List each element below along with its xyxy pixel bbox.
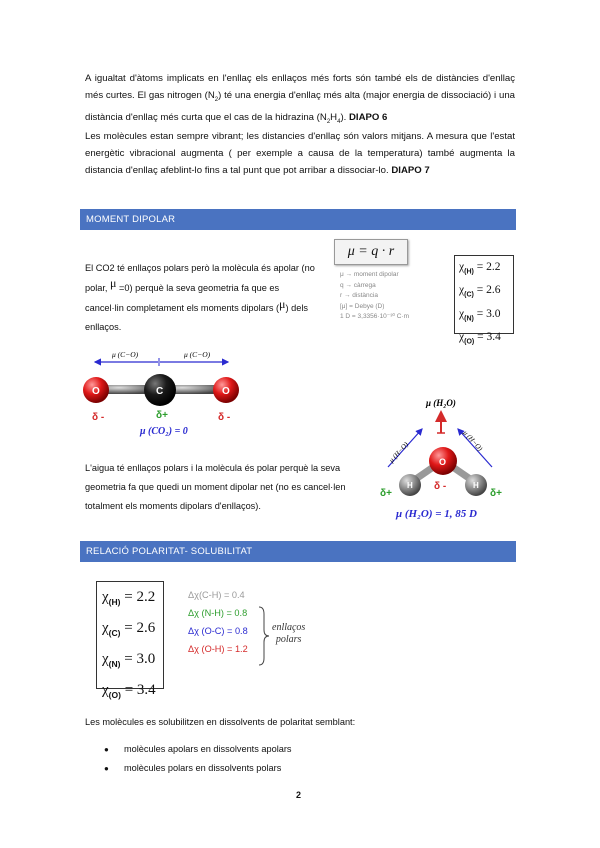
chi-row: $\chi_{(N)} = 3.0$ [102, 651, 156, 669]
intro-paragraph-2 [85, 128, 515, 179]
mu-symbol-1: μ [110, 276, 117, 290]
p1-sub-3: 4 [337, 118, 341, 125]
legend-line: μ → moment dipolar [340, 271, 399, 278]
co2-left-bond-label: μ (C−O) [112, 350, 139, 359]
h2o-h2-label: H [473, 481, 479, 490]
mu-symbol-2: μ [279, 297, 286, 311]
legend-line: [μ] = Debye (D) [340, 302, 385, 310]
p1-text-d: ). [340, 111, 349, 123]
legend-line: r → distància [340, 292, 378, 299]
p1-text-c: H [330, 111, 338, 123]
chi-row: $\chi_{(C)} = 2.6$ [459, 284, 501, 299]
chi-row: $\chi_{(O)} = 3.4$ [459, 330, 501, 346]
chi-row: $\chi_{(H)} = 2.2$ [102, 589, 156, 607]
p2-text: Les molècules estan sempre vibrant; les distancies d'enllaç són valors mitjans. A mesura que l'estat energètic vibracional augmenta ( per exemple a causa de la temperatura) també augmenta la distancia d'enllaç afeblint-lo fins a tal punt que pot arribar a dissociar-lo. [85, 131, 515, 176]
co2-o-right-label: O [222, 386, 230, 397]
co2-diagram [80, 340, 250, 440]
formula-box [334, 239, 408, 265]
co2-text-a: El CO2 té enllaços polars però la molècula és apolar (no polar, [85, 263, 315, 293]
polar-bonds-label [272, 622, 305, 646]
h2o-o-label: O [439, 457, 447, 467]
co2-c-label: C [156, 386, 164, 397]
legend-line: 1 D = 3,3356·10⁻³⁰ C·m [340, 313, 410, 320]
brace [258, 606, 270, 666]
co2-delta-right: δ - [218, 412, 231, 423]
h2o-result: μ (H₂O) = 1, 85 D [396, 508, 477, 520]
bullet-polar: ● molècules polars en dissolvents polars [102, 759, 292, 778]
chi-row: $\chi_{(O)} = 3.4$ [102, 682, 156, 700]
delta-chi-list [188, 586, 248, 658]
chi-row: $\chi_{(N)} = 3.0$ [459, 307, 501, 322]
section-band-dipole: MOMENT DIPOLAR [80, 209, 516, 230]
solubility-bullets [102, 740, 292, 778]
intro-paragraph-1 [85, 70, 515, 131]
co2-result: μ (CO₂) = 0 [140, 426, 188, 437]
delta-chi-oh: Δχ (O-H) = 1.2 [188, 644, 248, 654]
delta-chi-oc: Δχ (O-C) = 0.8 [188, 626, 248, 636]
h2o-h1-label: H [407, 481, 413, 490]
h2o-diagram [368, 395, 518, 523]
polar-label-1: enllaços [272, 622, 306, 633]
section-band-solubility: RELACIÓ POLARITAT- SOLUBILITAT [80, 541, 516, 562]
p1-ref: DIAPO 6 [348, 111, 388, 123]
p2-ref: DIAPO 7 [391, 165, 430, 176]
polar-label-2: polars [275, 634, 302, 645]
p1-sub-1: 2 [214, 96, 219, 103]
chi-row: $\chi_{(H)} = 2.2$ [459, 261, 501, 276]
p1-text-a: A igualtat d'àtoms implicats en l'enllaç els enllaços més forts són també els de distàncies d'enllaç més curtes. El gas nitrogen (N [85, 73, 515, 101]
h2o-top-label: μ (H₂O) [426, 398, 456, 408]
electronegativity-box-small [454, 255, 514, 346]
co2-paragraph [85, 259, 317, 337]
legend-line: q → càrrega [340, 281, 376, 289]
co2-o-left-label: O [92, 386, 100, 397]
water-paragraph: L'aigua té enllaços polars i la molècula és polar perquè la seva geometria fa que quedi un moment dipolar net (no es cancel·len totalment els moments dipolars d'enllaços). [85, 463, 346, 511]
h2o-right-bond-label: μ (H−O) [461, 428, 485, 453]
co2-delta-left: δ - [92, 412, 105, 423]
co2-delta-center: δ+ [156, 410, 168, 421]
formula-text: μ = q · r [347, 244, 395, 259]
bullet-apolar: ● molècules apolars en dissolvents apolars [102, 740, 292, 759]
page-number: 2 [296, 790, 302, 800]
h2o-left-bond-label: μ (H−O) [387, 440, 411, 465]
chi-row: $\chi_{(C)} = 2.6$ [102, 620, 156, 638]
h2o-delta-o: δ - [434, 481, 447, 492]
electronegativity-box-large [96, 581, 164, 700]
co2-text-c: ) dels enllaços. [85, 303, 308, 332]
delta-chi-nh: Δχ (N-H) = 0.8 [188, 608, 248, 618]
formula-legend [340, 270, 450, 323]
delta-chi-ch: Δχ(C-H) = 0.4 [188, 590, 245, 600]
co2-right-bond-label: μ (C−O) [184, 350, 211, 359]
p1-sub-2: 2 [326, 118, 331, 125]
p1-text-b: ) té una energia d'enllaç més alta (major energia de dissociació) i una distància d'enllaç més curta que el cas de la hidrazina (N [85, 90, 515, 123]
co2-text-b: =0) perquè la seva geometria fa que es cancel·lin completament els moments dipolars ( [85, 283, 280, 313]
h2o-delta-h1: δ+ [380, 488, 392, 499]
solubility-intro: Les molècules es solubilitzen en dissolvents de polaritat semblant: [85, 717, 356, 727]
h2o-delta-h2: δ+ [490, 488, 502, 499]
